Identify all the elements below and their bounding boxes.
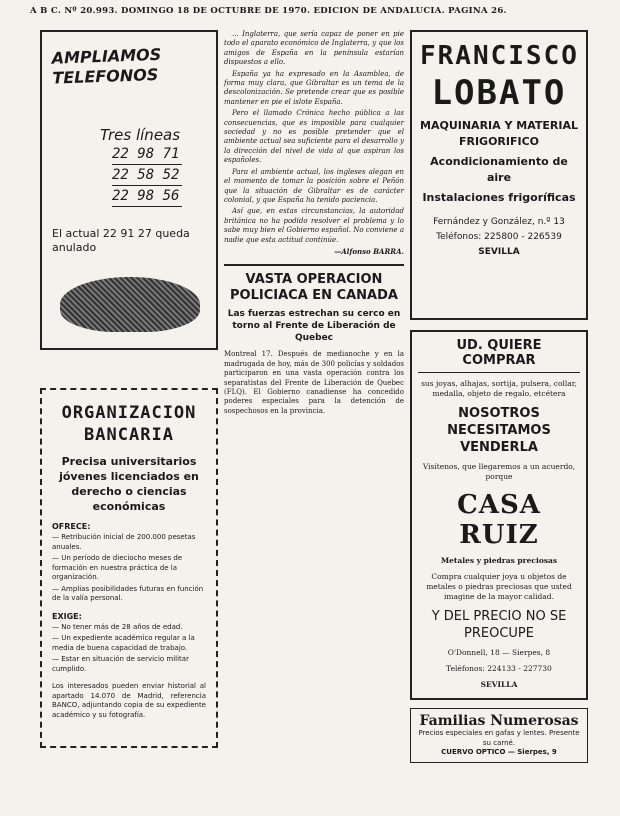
comprar-address: O'Donnell, 18 — Sierpes, 8 [447, 648, 551, 657]
exige-label: EXIGE: [52, 611, 82, 621]
comprar-head: UD. QUIERE COMPRAR [418, 338, 580, 373]
canada-headline: VASTA OPERACION POLICIACA EN CANADA [224, 264, 404, 304]
article-paragraph: España ya ha expresado en la Asamblea, de forma muy clara, que Gibraltar es un tema de la descolonización. Se pretende crear que es posible mantener en pie el islote España. [224, 69, 404, 106]
telefono-number: 22 98 71 [112, 144, 182, 165]
lobato-phones: Teléfonos: 225800 - 226539 [436, 232, 562, 242]
lobato-line2: Acondicionamiento de aire [430, 155, 568, 184]
comprar-precio: Y DEL PRECIO NO SE PREOCUPE [431, 609, 567, 641]
lobato-ad [410, 30, 588, 320]
exige-item: — No tener más de 28 años de edad. [52, 623, 206, 633]
lobato-line3: Instalaciones frigoríficas [422, 191, 576, 204]
telefonos-ad [40, 30, 218, 350]
main-article [224, 30, 404, 256]
organizacion-footer: Los interesados pueden enviar historial al apartado 14.070 de Madrid, referencia BANCO, adjuntando copia de su expediente académico y su fotografía. [52, 682, 206, 719]
telefonos-old: El actual 22 91 27 queda anulado [52, 227, 190, 254]
ofrece-item: — Amplias posibilidades futuras en función de la valía personal. [52, 585, 206, 604]
organizacion-title [52, 402, 206, 446]
lobato-name-line2: LOBATO [431, 73, 567, 113]
organizacion-ad [40, 388, 218, 748]
organizacion-lead: Precisa universitarios jóvenes licenciados en derecho o ciencias económicas [59, 455, 199, 513]
article-paragraph: ... Inglaterra, que sería capaz de poner en pie todo el aparato económico de Inglaterra, y que los amigos de España en la península estarían dispuestos a ello. [224, 30, 404, 67]
comprar-big: NOSOTROS NECESITAMOS VENDERLA [447, 406, 551, 455]
article-paragraph: Pero el llamado Crónica hecho pública a las consecuencias, que es imposible para cualquier sociedad y no es posible pretender que el ambiente actual sea suficiente para el desarrollo y la dirección del nivel de vida al que aspiran los españoles. [224, 109, 404, 165]
comprar-mid: Visítenos, que llegaremos a un acuerdo, porque [422, 462, 576, 481]
telephone-illustration [60, 277, 200, 332]
telefonos-title [51, 43, 206, 88]
left-column [40, 30, 218, 748]
familias-title: Familias Numerosas [419, 713, 579, 729]
article-paragraph: Así que, en estas circunstancias, la autoridad británica no ha podido resolver el problema y lo sabe muy bien el Gobierno español. No conviene a nadie que esta actitud continúe. [224, 207, 404, 244]
telefonos-title-line1: AMPLIAMOS [51, 44, 162, 68]
telefonos-title-line2: TELEFONOS [52, 64, 159, 88]
casa-ruiz-text: Compra cualquier joya u objetos de metales o piedras preciosas que usted imagine de la mayor calidad. [426, 572, 572, 601]
ofrece-label: OFRECE: [52, 522, 91, 531]
exige-item: — Estar en situación de servicio militar cumplido. [52, 655, 206, 674]
comprar-list: sus joyas, alhajas, sortija, pulsera, collar, medalla, objeto de regalo, etcétera [421, 379, 577, 398]
familias-footer: CUERVO OPTICO — Sierpes, 9 [441, 748, 557, 756]
comprar-city: SEVILLA [480, 680, 518, 689]
right-column [410, 30, 588, 763]
article-paragraph: Para el ambiente actual, los ingleses alegan en el momento de tomar la posición sobre el Peñón que la situación de Gibraltar es de carácter colonial, y que España ha tenido paciencia. [224, 167, 404, 204]
familias-ad [410, 708, 588, 763]
ofrece-item: — Un período de dieciocho meses de formación en nuestra práctica de la organización. [52, 554, 206, 583]
comprar-phones: Teléfonos: 224133 - 227730 [446, 664, 552, 673]
telefonos-sub: Tres líneas [100, 126, 181, 144]
telefono-number: 22 98 56 [112, 186, 182, 207]
telefonos-numbers [112, 144, 206, 207]
lobato-name-line1: FRANCISCO [420, 41, 579, 71]
canada-body: Montreal 17. Después de medianoche y en la madrugada de hoy, más de 300 policías y soldados participaron en una vasta operación contra los separatistas del Frente de Liberación de Quebec (FLQ). El Gobierno canadiense ha concedido poderes especiales para la detención de sospechosos en la provincia. [224, 350, 404, 415]
casa-ruiz-sub: Metales y piedras preciosas [440, 556, 558, 565]
organizacion-title-line1: ORGANIZACION [61, 403, 197, 423]
exige-item: — Un expediente académico regular a la media de buena capacidad de trabajo. [52, 634, 206, 653]
lobato-city: SEVILLA [478, 247, 520, 257]
article-signature: —Alfonso BARRA. [334, 246, 404, 256]
casa-ruiz-name: CASA RUIZ [457, 490, 541, 550]
organizacion-title-line2: BANCARIA [84, 425, 174, 445]
lobato-address: Fernández y González, n.º 13 [433, 217, 565, 227]
comprar-ad [410, 330, 588, 700]
page-header: A B C. Nº 20.993. DOMINGO 18 DE OCTUBRE DE 1970. EDICION DE ANDALUCIA. PAGINA 26. [30, 6, 507, 16]
canada-subheadline: Las fuerzas estrechan su cerco en torno al Frente de Liberación de Quebec [227, 309, 401, 344]
middle-column [224, 30, 404, 416]
ofrece-item: — Retribución inicial de 200.000 pesetas anuales. [52, 533, 206, 552]
telefono-number: 22 58 52 [112, 165, 182, 186]
lobato-line1: MAQUINARIA Y MATERIAL FRIGORIFICO [420, 119, 578, 148]
familias-text: Precios especiales en gafas y lentes. Presente su carné. [418, 729, 580, 747]
